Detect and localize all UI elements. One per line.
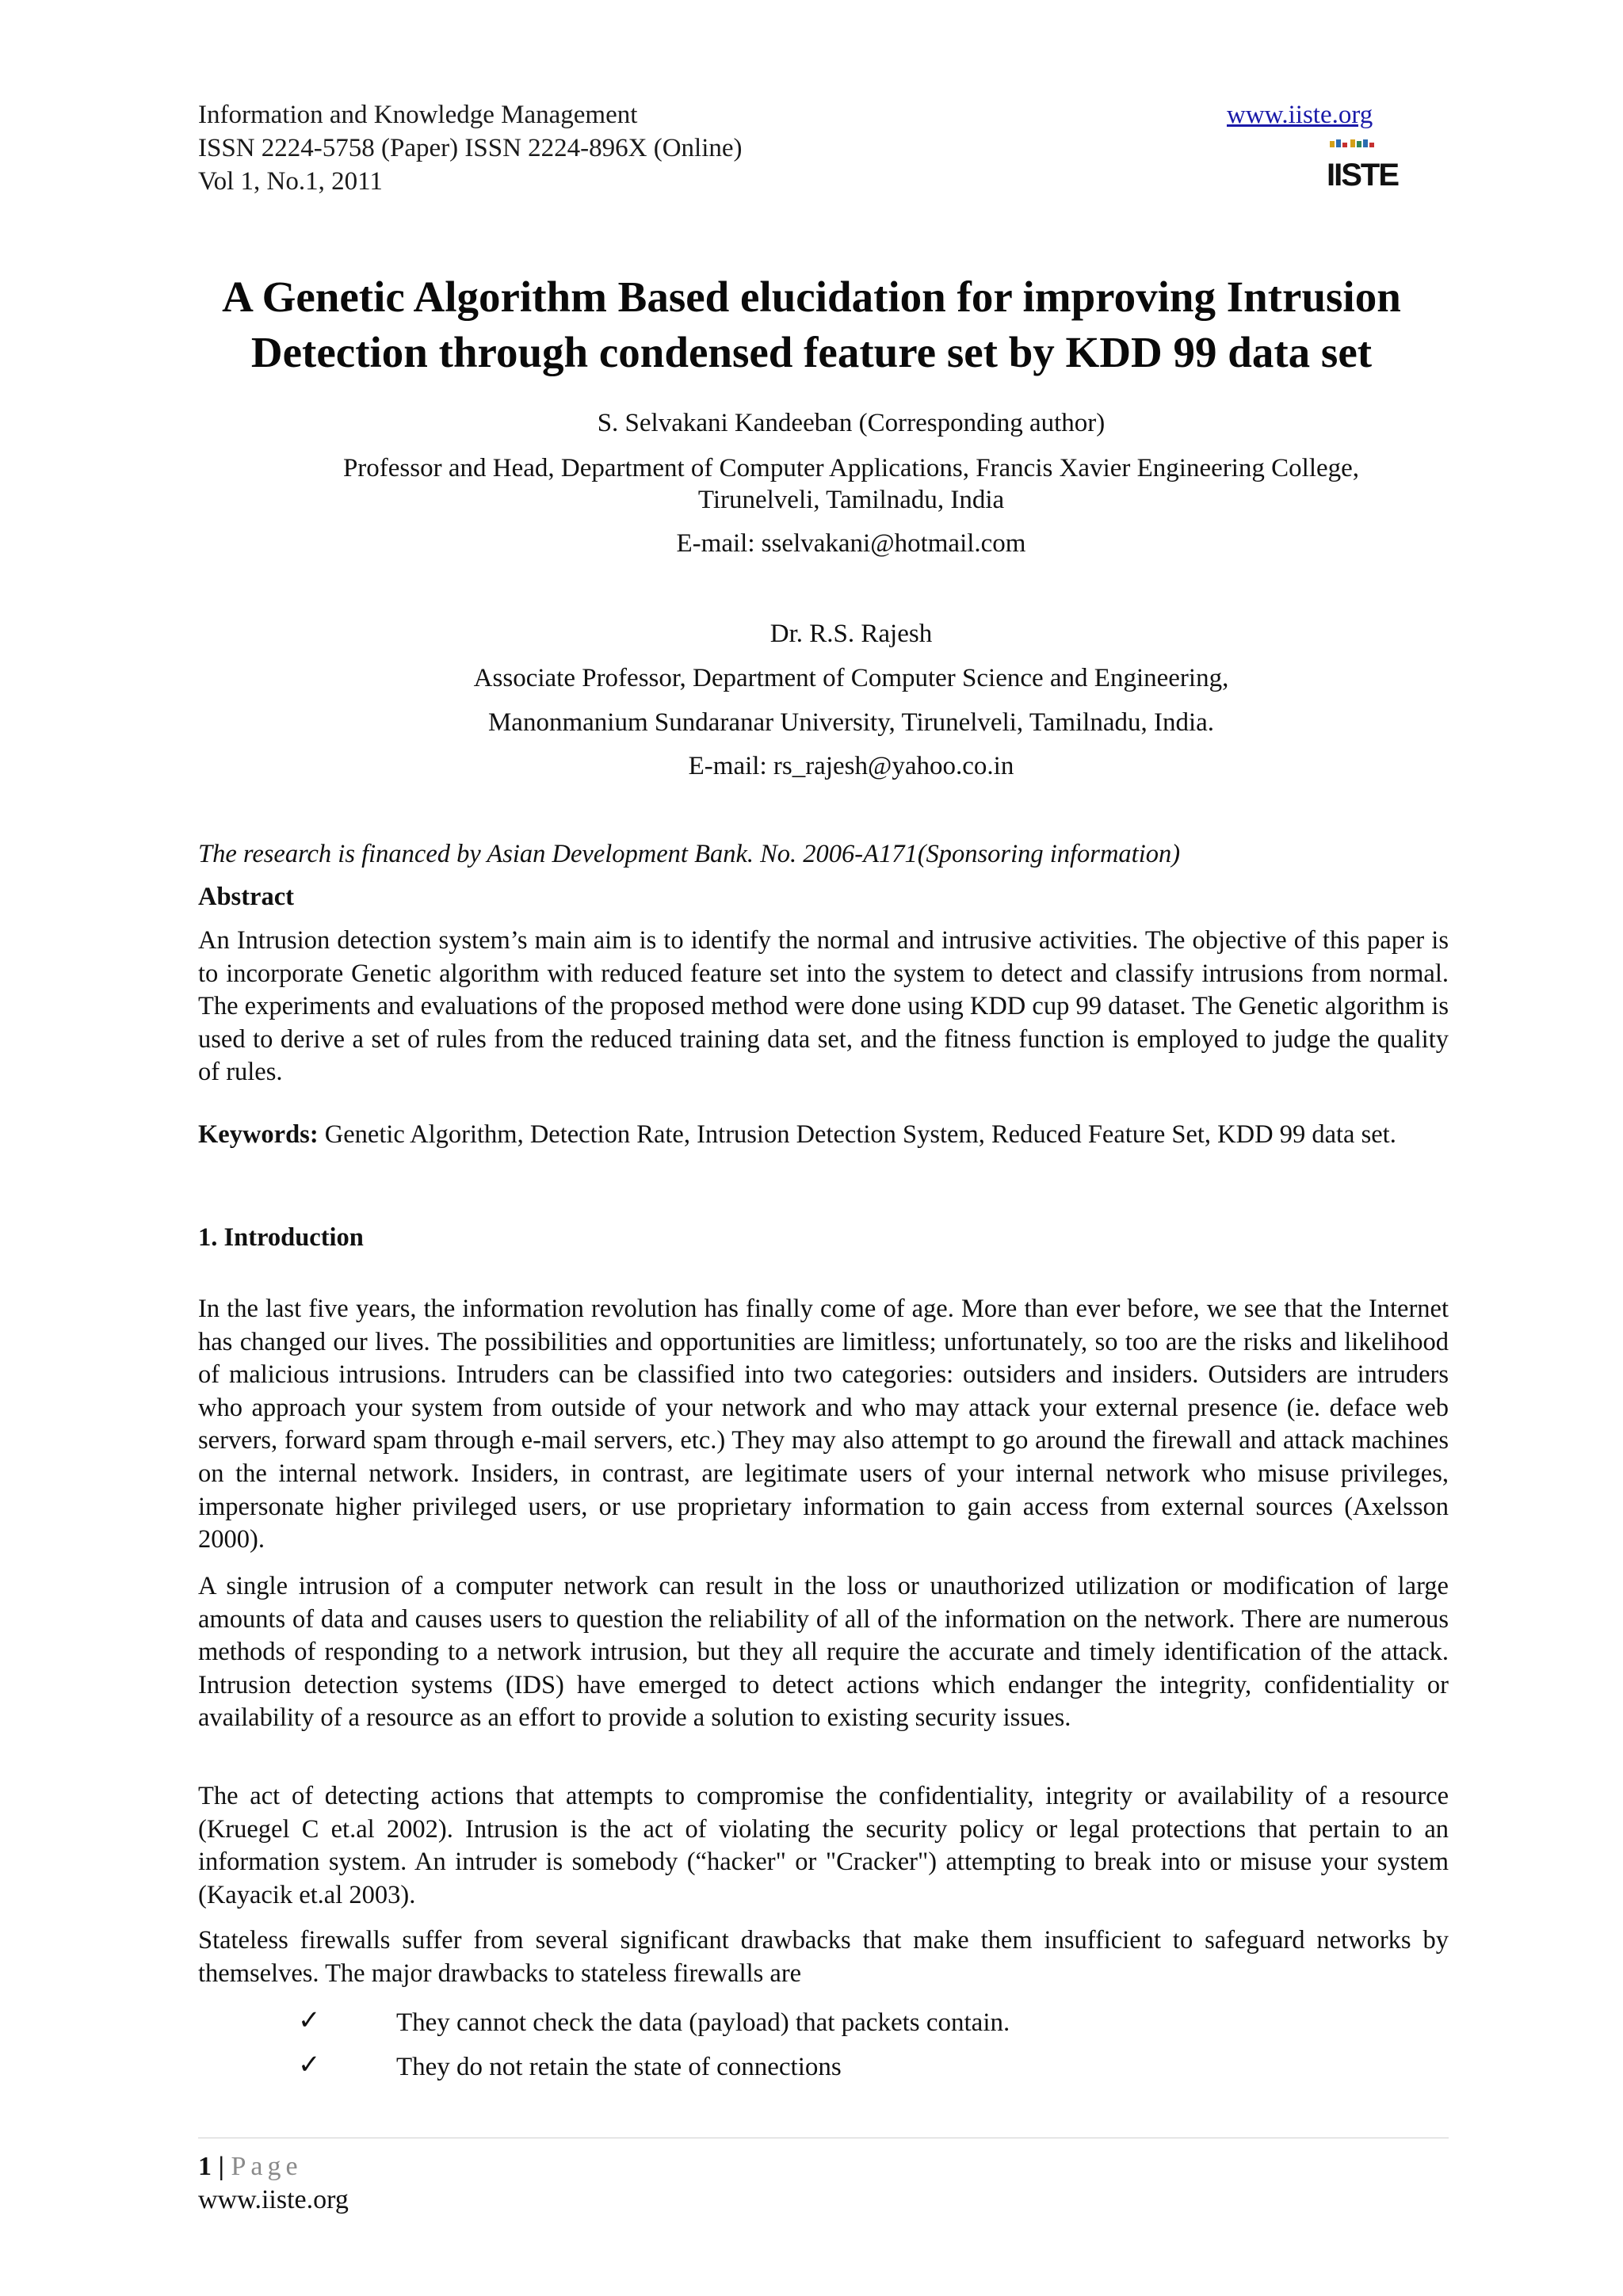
keywords	[198, 1119, 1449, 1152]
abstract-text: An Intrusion detection system’s main aim is to identify the normal and intrusive activities. The objective of this paper is to incorporate Genetic algorithm with reduced feature set into the system to detect and classify intrusions from normal. The experiments and evaluations of the proposed method were done using KDD cup 99 dataset. The Genetic algorithm is used to derive a set of rules from the reduced training data set, and the fitness function is employed to judge the quality of rules.	[198, 926, 1449, 1087]
author-1-name: S. Selvakani Kandeeban (Corresponding author)	[597, 409, 1106, 437]
header-website-text[interactable]: www.iiste.org	[1227, 101, 1373, 129]
iiste-logo-graphic	[1323, 138, 1399, 195]
issn-line: ISSN 2224-5758 (Paper) ISSN 2224-896X (Online)	[198, 134, 743, 162]
abstract-heading: Abstract	[198, 883, 294, 911]
footer-website[interactable]: www.iiste.org	[198, 2185, 349, 2214]
page-separator: |	[212, 2152, 231, 2181]
author-1-email: E-mail: sselvakani@hotmail.com	[676, 529, 1026, 558]
check-icon: ✓	[298, 2050, 321, 2080]
section-heading-introduction: 1. Introduction	[198, 1223, 364, 1252]
page-indicator	[198, 2150, 303, 2183]
iiste-logo	[1323, 138, 1399, 195]
author-1-affiliation-1: Professor and Head, Department of Computer Applications, Francis Xavier Engineering College,	[342, 454, 1360, 482]
title-line-2: Detection through condensed feature set by KDD 99 data set	[250, 328, 1373, 376]
page-word: Page	[231, 2152, 303, 2181]
intro-paragraph-2: A single intrusion of a computer network can result in the loss or unauthorized utilization or modification of large amounts of data and causes users to question the reliability of all of the information on the network. There are numerous methods of responding to a network intrusion, but they all require the accurate and timely identification of the attack. Intrusion detection systems (IDS) have emerged to detect actions which endanger the integrity, confidentiality or availability of a resource as an effort to provide a solution to existing security issues.	[198, 1572, 1449, 1733]
volume-line: Vol 1, No.1, 2011	[198, 167, 383, 196]
author-2-email: E-mail: rs_rajesh@yahoo.co.in	[688, 752, 1014, 780]
header-website-link[interactable]	[1227, 98, 1373, 132]
author-2-name: Dr. R.S. Rajesh	[769, 620, 933, 648]
page-number: 1	[198, 2152, 212, 2181]
funding-note: The research is financed by Asian Development Bank. No. 2006-A171(Sponsoring information)	[198, 840, 1181, 868]
intro-paragraph-1: In the last five years, the information revolution has finally come of age. More than ever before, we see that the Internet has changed our lives. The possibilities and opportunities are limitless; unfortunately, so too are the risks and likelihood of malicious intrusions. Intruders can be classified into two categories: outsiders and insiders. Outsiders are intruders who approach your system from outside of your network and who may attack your external presence (ie. deface web servers, forward spam through e-mail servers, etc.) They may also attempt to go around the firewall and attack machines on the internal network. Insiders, in contrast, are legitimate users of your internal network who misuse privileges, impersonate higher privileged users, or use proprietary information to gain access from external sources (Axelsson 2000).	[198, 1295, 1449, 1554]
title-line-1: A Genetic Algorithm Based elucidation for improving Intrusion	[222, 273, 1401, 321]
journal-name: Information and Knowledge Management	[198, 101, 638, 129]
logo-text: IISTE	[1327, 158, 1399, 193]
intro-paragraph-3: The act of detecting actions that attempts to compromise the confidentiality, integrity or availability of a resource (Kruegel C et.al 2002). Intrusion is the act of violating the security policy or legal protections that pertain to an information system. An intruder is somebody (“hacker" or "Cracker") attempting to break into or misuse your system (Kayacik et.al 2003).	[198, 1782, 1449, 1909]
bullet-item: They cannot check the data (payload) that packets contain.	[396, 2008, 1010, 2037]
author-1-affiliation-2: Tirunelveli, Tamilnadu, India	[697, 486, 1005, 514]
paper-title	[119, 269, 1504, 380]
author-2-affiliation-1: Associate Professor, Department of Computer Science and Engineering,	[473, 664, 1229, 692]
intro-paragraph-4: Stateless firewalls suffer from several significant drawbacks that make them insufficient to safeguard networks by themselves. The major drawbacks to stateless firewalls are	[198, 1926, 1449, 1988]
check-icon: ✓	[298, 2006, 321, 2035]
keywords-label: Keywords:	[198, 1120, 319, 1149]
author-2-affiliation-2: Manonmanium Sundaranar University, Tirunelveli, Tamilnadu, India.	[487, 708, 1215, 737]
bullet-item: They do not retain the state of connections	[396, 2053, 842, 2081]
keywords-text: Genetic Algorithm, Detection Rate, Intrusion Detection System, Reduced Feature Set, KDD 99 data set.	[318, 1120, 1396, 1149]
